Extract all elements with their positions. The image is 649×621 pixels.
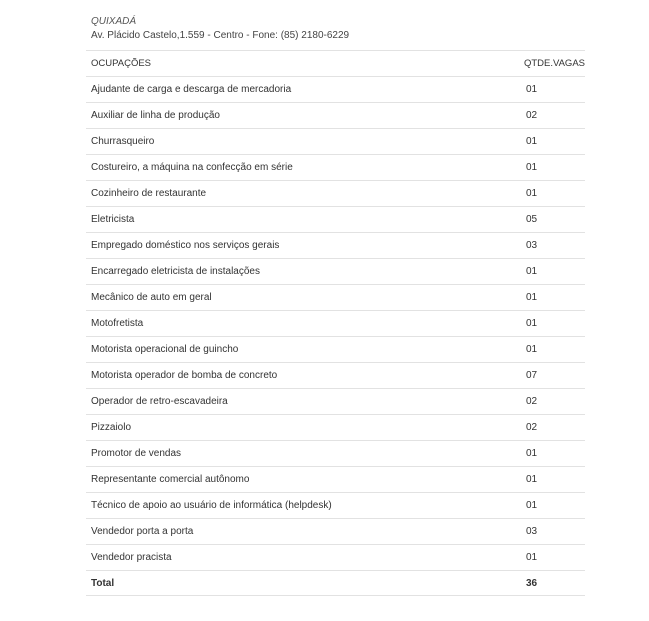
occupation-cell: Encarregado eletricista de instalações bbox=[91, 266, 260, 277]
table-row bbox=[86, 284, 585, 310]
occupation-cell: Eletricista bbox=[91, 214, 135, 225]
table-row bbox=[86, 310, 585, 336]
address-line: Av. Plácido Castelo,1.559 - Centro - Fone: (85) 2180-6229 bbox=[91, 30, 350, 41]
occupation-cell: Auxiliar de linha de produção bbox=[91, 110, 220, 121]
occupation-cell: Motorista operacional de guincho bbox=[91, 344, 239, 355]
occupation-cell: Churrasqueiro bbox=[91, 136, 155, 147]
vacancies-cell: 01 bbox=[526, 188, 538, 199]
occupation-cell: Representante comercial autônomo bbox=[91, 474, 250, 485]
occupation-cell: Pizzaiolo bbox=[91, 422, 132, 433]
vacancies-cell: 01 bbox=[526, 474, 538, 485]
vacancies-cell: 07 bbox=[526, 370, 538, 381]
table-header-row bbox=[86, 50, 585, 76]
occupation-cell: Vendedor pracista bbox=[91, 552, 172, 563]
table-row bbox=[86, 466, 585, 492]
vacancies-cell: 01 bbox=[526, 552, 538, 563]
table-row bbox=[86, 492, 585, 518]
occupation-cell: Costureiro, a máquina na confecção em série bbox=[91, 162, 293, 173]
occupation-cell: Promotor de vendas bbox=[91, 448, 182, 459]
vacancies-cell: 01 bbox=[526, 448, 538, 459]
table-row bbox=[86, 440, 585, 466]
city-name: QUIXADÁ bbox=[91, 16, 137, 27]
table-total-row bbox=[86, 570, 585, 596]
vacancies-cell: 01 bbox=[526, 136, 538, 147]
table-row bbox=[86, 414, 585, 440]
vacancies-cell: 03 bbox=[526, 240, 538, 251]
occupation-cell: Operador de retro-escavadeira bbox=[91, 396, 228, 407]
vacancies-cell: 02 bbox=[526, 422, 538, 433]
total-label: Total bbox=[91, 577, 115, 589]
column-header-vacancies: QTDE.VAGAS bbox=[523, 58, 585, 69]
vacancies-table bbox=[86, 50, 585, 596]
vacancies-cell: 01 bbox=[526, 266, 538, 277]
occupation-cell: Motofretista bbox=[91, 318, 144, 329]
vacancies-cell: 02 bbox=[526, 396, 538, 407]
table-row bbox=[86, 76, 585, 102]
vacancies-cell: 01 bbox=[526, 344, 538, 355]
vacancies-cell: 03 bbox=[526, 526, 538, 537]
vacancies-cell: 01 bbox=[526, 84, 538, 95]
table-row bbox=[86, 102, 585, 128]
total-value: 36 bbox=[526, 577, 538, 589]
occupation-cell: Mecânico de auto em geral bbox=[91, 292, 212, 303]
occupation-cell: Técnico de apoio ao usuário de informática (helpdesk) bbox=[91, 500, 332, 511]
vacancies-cell: 01 bbox=[526, 318, 538, 329]
vacancies-cell: 01 bbox=[526, 500, 538, 511]
table-row bbox=[86, 128, 585, 154]
table-row bbox=[86, 206, 585, 232]
table-row bbox=[86, 362, 585, 388]
table-row bbox=[86, 388, 585, 414]
occupation-cell: Ajudante de carga e descarga de mercadoria bbox=[91, 84, 292, 95]
vacancies-cell: 02 bbox=[526, 110, 538, 121]
vacancies-cell: 01 bbox=[526, 162, 538, 173]
table-row bbox=[86, 518, 585, 544]
table-row bbox=[86, 154, 585, 180]
table-row bbox=[86, 336, 585, 362]
table-row bbox=[86, 180, 585, 206]
column-header-occupation: OCUPAÇÕES bbox=[91, 58, 152, 69]
vacancies-cell: 05 bbox=[526, 214, 538, 225]
vacancies-cell: 01 bbox=[526, 292, 538, 303]
occupation-cell: Motorista operador de bomba de concreto bbox=[91, 370, 278, 381]
location-header bbox=[91, 15, 591, 43]
occupation-cell: Empregado doméstico nos serviços gerais bbox=[91, 240, 280, 251]
table-row bbox=[86, 258, 585, 284]
occupation-cell: Vendedor porta a porta bbox=[91, 526, 194, 537]
table-row bbox=[86, 544, 585, 570]
occupation-cell: Cozinheiro de restaurante bbox=[91, 188, 207, 199]
table-row bbox=[86, 232, 585, 258]
